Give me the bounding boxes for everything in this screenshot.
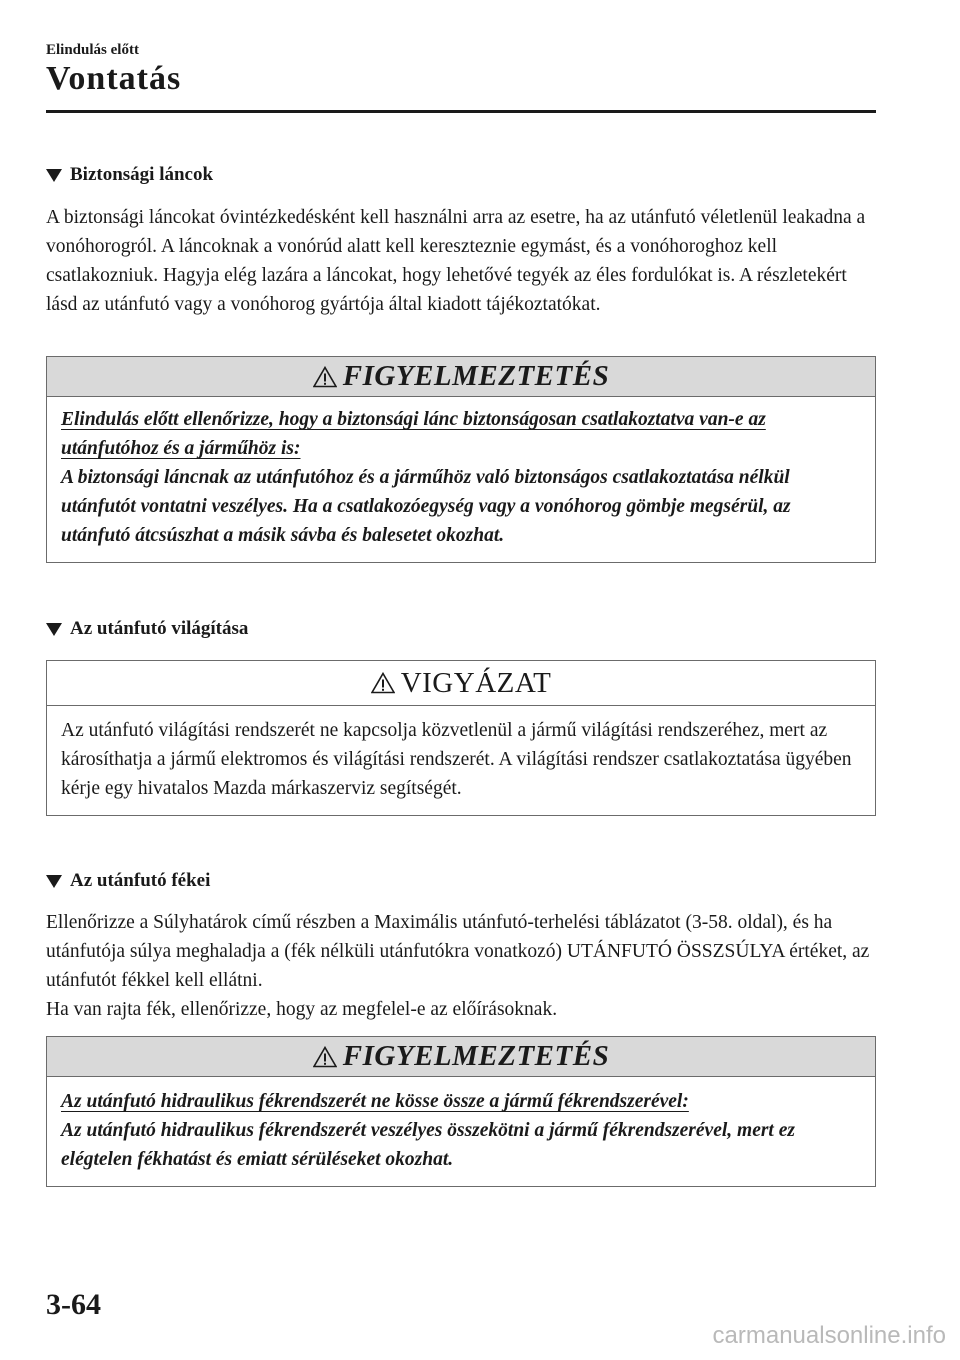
caution-box-lights [46, 660, 876, 816]
warning-text [61, 405, 861, 550]
triangle-down-icon [46, 875, 62, 888]
warning-body: A biztonsági láncnak az utánfutóhoz és a járműhöz való biztonságos csatlakoztatása nélkül utánfutót vontatni veszélyes. Ha a csatlakozóegység vagy a vonóhorog gömbje megsérül, az utánfutó átcsúszhat a másik sávba és balesetet okozhat. [61, 467, 791, 546]
warning-triangle-icon [371, 672, 395, 694]
subheading-text: Biztonsági láncok [70, 164, 214, 185]
caution-header [47, 661, 875, 706]
paragraph-safety-chains: A biztonsági láncokat óvintézkedésként kell használni arra az esetre, ha az utánfutó véletlenül leakadna a vonóhorogról. A láncoknak a vonórúd alatt kell kereszteznie egymást, és a vonóhoroghoz kell csatlakozniuk. Hagyja elég lazára a láncokat, hogy lehetővé tegyék az éles fordulókat is. A részletekért lásd az utánfutó vagy a vonóhorog gyártója által kiadott tájékoztatókat. [46, 207, 866, 315]
warning-lead: Elindulás előtt ellenőrizze, hogy a biztonsági lánc biztonságosan csatlakoztatva van-e az utánfutóhoz és a járműhöz is: [61, 409, 766, 459]
paragraph-brakes-1: Ellenőrizze a Súlyhatárok című részben a Maximális utánfutó-terhelési táblázatot (3-58. oldal), és ha utánfutója súlya meghaladja a (fék nélküli utánfutókra vonatkozó) UTÁNFUTÓ ÖSSZSÚLYA értéket, az utánfutót fékkel kell ellátni. [46, 912, 870, 991]
watermark: carmanualsonline.info [712, 1322, 946, 1349]
paragraph-brakes-2: Ha van rajta fék, ellenőrizze, hogy az megfelel-e az előírásoknak. [46, 999, 558, 1020]
title-rule [46, 110, 876, 113]
warning-header [47, 357, 875, 397]
warning-box-chains [46, 356, 876, 563]
manual-page [46, 0, 876, 1360]
warning-text [61, 1087, 861, 1174]
triangle-down-icon [46, 623, 62, 636]
subheading-text: Az utánfutó világítása [70, 618, 249, 639]
warning-triangle-icon [313, 1046, 337, 1068]
warning-triangle-icon [313, 366, 337, 388]
subheading-trailer-brakes [46, 870, 210, 892]
page-title: Vontatás [46, 60, 182, 97]
warning-label: FIGYELMEZTETÉS [342, 1040, 610, 1072]
triangle-down-icon [46, 169, 62, 182]
subheading-trailer-lights [46, 618, 248, 640]
section-kicker: Elindulás előtt [46, 42, 139, 58]
paragraph-trailer-brakes [46, 908, 876, 1024]
caution-body: Az utánfutó világítási rendszerét ne kapcsolja közvetlenül a jármű világítási rendszeréhez, mert az károsíthatja a jármű elektromos és világítási rendszerét. A világítási rendszer csatlakoztatása ügyében kérje egy hivatalos Mazda márkaszerviz segítségét. [61, 720, 852, 799]
page-number: 3-64 [46, 1288, 101, 1321]
subheading-safety-chains [46, 164, 213, 186]
warning-header [47, 1037, 875, 1077]
caution-label: VIGYÁZAT [400, 666, 552, 699]
warning-body: Az utánfutó hidraulikus fékrendszerét veszélyes összekötni a jármű fékrendszerével, mert ez elégtelen fékhatást és emiatt sérüléseket okozhat. [61, 1120, 795, 1170]
warning-box-brakes [46, 1036, 876, 1187]
warning-lead: Az utánfutó hidraulikus fékrendszerét ne kösse össze a jármű fékrendszerével: [61, 1091, 689, 1112]
subheading-text: Az utánfutó fékei [70, 870, 211, 891]
warning-label: FIGYELMEZTETÉS [342, 360, 610, 392]
